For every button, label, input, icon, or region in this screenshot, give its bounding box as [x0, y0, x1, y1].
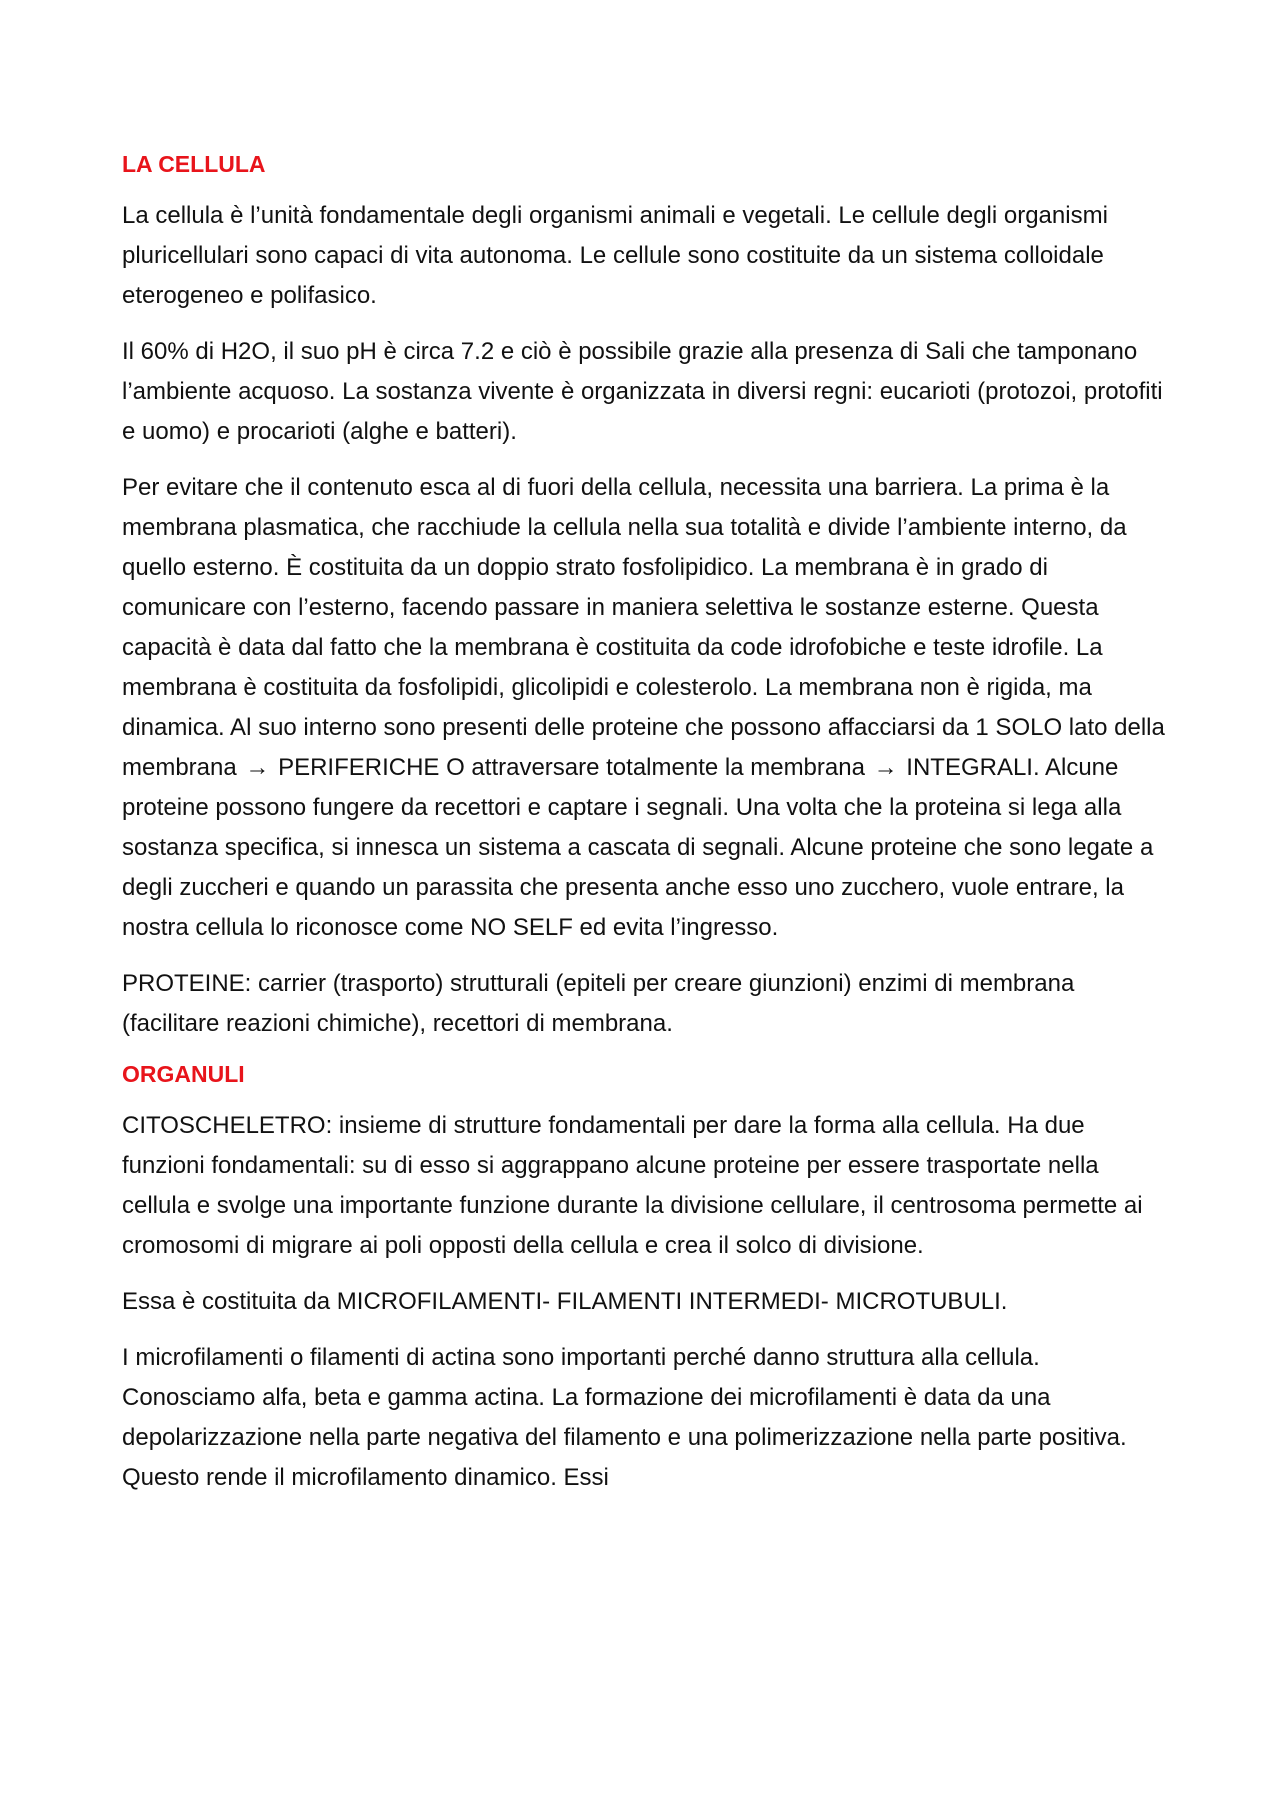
paragraph-membrane [122, 468, 1172, 948]
arrow-right-icon: → [245, 753, 270, 781]
arrow-right-icon: → [873, 753, 898, 781]
paragraph-citoscheletro-components: Essa è costituita da MICROFILAMENTI- FILAMENTI INTERMEDI- MICROTUBULI. [122, 1287, 1008, 1315]
section-title-organuli: ORGANULI [122, 1060, 245, 1087]
membrane-text-part2: PERIFERICHE O attraversare totalmente la membrana [278, 753, 865, 781]
membrane-text-part3: INTEGRALI. Alcune proteine possono fungere da recettori e captare i segnali. Una volta che la proteina si lega alla sostanza specifica, si innesca un sistema a cascata di segnali. Alcune proteine che sono legate a degli zuccheri e quando un parassita che presenta anche esso uno zucchero, vuole entrare, la nostra cellula lo riconosce come NO SELF ed evita l’ingresso. [122, 753, 1154, 941]
paragraph-proteins: PROTEINE: carrier (trasporto) strutturali (epiteli per creare giunzioni) enzimi di membrana (facilitare reazioni chimiche), recettori di membrana. [122, 969, 1075, 1037]
paragraph-cell-definition: La cellula è l’unità fondamentale degli organismi animali e vegetali. Le cellule degli organismi pluricellulari sono capaci di vita autonoma. Le cellule sono costituite da un sistema colloidale eterogeneo e polifasico. [122, 201, 1108, 309]
paragraph-microfilamenti: I microfilamenti o filamenti di actina sono importanti perché danno struttura alla cellula. Conosciamo alfa, beta e gamma actina. La formazione dei microfilamenti è data da una depolarizzazione nella parte negativa del filamento e una polimerizzazione nella parte positiva. Questo rende il microfilamento dinamico. Essi [122, 1343, 1127, 1491]
section-title-la-cellula: LA CELLULA [122, 151, 266, 177]
document-page [122, 150, 1172, 1514]
membrane-text-part1: Per evitare che il contenuto esca al di fuori della cellula, necessita una barriera. La prima è la membrana plasmatica, che racchiude la cellula nella sua totalità e divide l’ambiente interno, da quello esterno. È costituita da un doppio strato fosfolipidico. La membrana è in grado di comunicare con l’esterno, facendo passare in maniera selettiva le sostanze esterne. Questa capacità è data dal fatto che la membrana è costituita da code idrofobiche e teste idrofile. La membrana è costituita da fosfolipidi, glicolipidi e colesterolo. La membrana non è rigida, ma dinamica. Al suo interno sono presenti delle proteine che possono affacciarsi da 1 SOLO lato della membrana [122, 473, 1165, 781]
paragraph-citoscheletro: CITOSCHELETRO: insieme di strutture fondamentali per dare la forma alla cellula. Ha due funzioni fondamentali: su di esso si aggrappano alcune proteine per essere trasportate nella cellula e svolge una importante funzione durante la divisione cellulare, il centrosoma permette ai cromosomi di migrare ai poli opposti della cellula e crea il solco di divisione. [122, 1111, 1143, 1259]
paragraph-cell-composition: Il 60% di H2O, il suo pH è circa 7.2 e ciò è possibile grazie alla presenza di Sali che tamponano l’ambiente acquoso. La sostanza vivente è organizzata in diversi regni: eucarioti (protozoi, protofiti e uomo) e procarioti (alghe e batteri). [122, 337, 1163, 445]
